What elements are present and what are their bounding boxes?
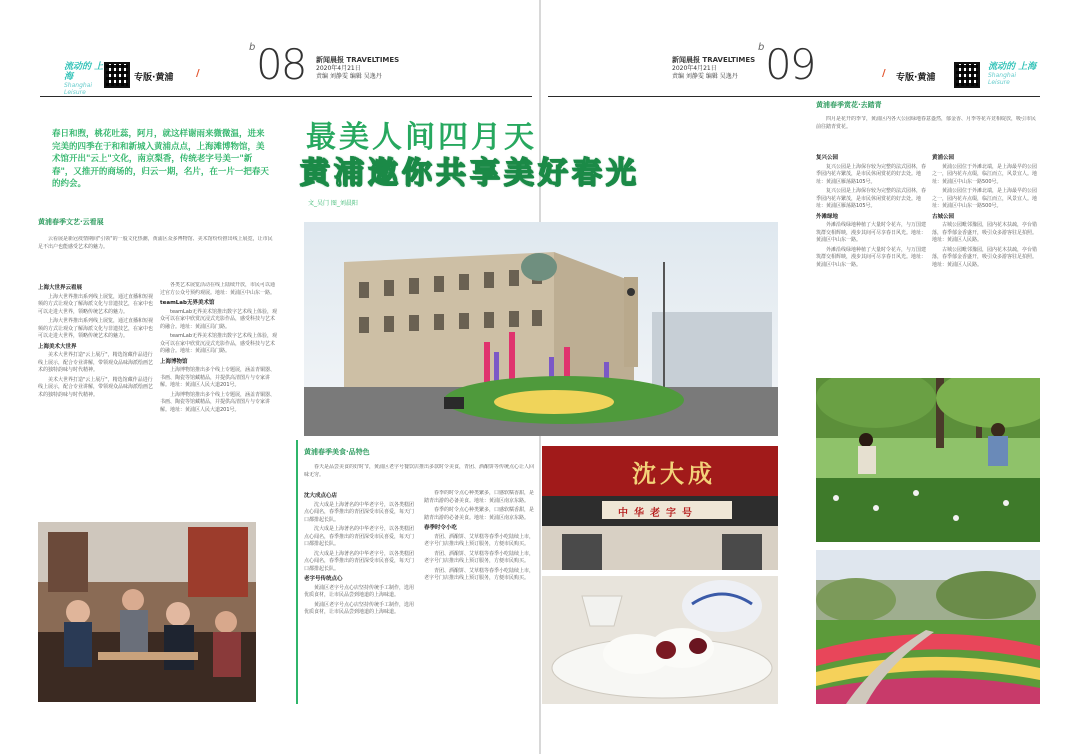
masthead-editors: 责编 刘静雯 编辑 吴逸丹 (316, 73, 382, 80)
cafe-scene (38, 522, 256, 702)
slash-mark: / (882, 68, 886, 79)
masthead-editors: 责编 刘静雯 编辑 吴逸丹 (672, 73, 738, 80)
bund-building-scene (304, 222, 778, 436)
food-column-2 (424, 490, 536, 704)
headline-line2: 黄浦邀你共享美好春光 (300, 156, 640, 191)
food-intro (304, 464, 536, 486)
page-number-right: 09 (765, 40, 815, 89)
masthead-right (672, 56, 762, 81)
food-section-rule (296, 440, 298, 704)
byline: 文_吴门 图_刘晨阳 (308, 200, 358, 207)
brand-logo-left (64, 62, 104, 96)
article-text: 黄浦区老字号点心店坚持传统手工制作，选用优质食材，让市民品尝到地道的上海味道。 (304, 584, 415, 598)
article-heading: teamLab无界美术馆 (160, 300, 215, 306)
article-heading: 春季时令小吃 (424, 525, 458, 531)
intro-text: 云看展是新冠疫情期间"引领"的一股文化热潮，黄浦区众多博物馆、美术馆纷纷推出线上展览，让市民足不出户也能感受艺术的魅力。 (38, 236, 273, 250)
article-text: 各类艺术展览活动在线上陆续开放，市民可以通过官方公众号预约观展。地址：黄浦区中山东一路。 (160, 282, 276, 296)
page-letter-right: b (758, 42, 765, 53)
shop-sign-photo (542, 446, 778, 570)
section-label-left: 专版·黄浦 (134, 73, 174, 83)
gardens-column-2 (932, 152, 1040, 364)
tulip-scene (816, 550, 1040, 704)
brand-logo-right (988, 62, 1038, 86)
exhibits-column-1 (38, 282, 156, 518)
article-heading: 古城公园 (932, 213, 955, 220)
article-text: 黄浦公园位于外滩北端，是上海最早的公园之一，园内花卉点缀，临江而立，风景宜人。地址：黄浦区中山东一路500号。 (932, 188, 1038, 209)
section-label-right: 专版·黄浦 (896, 73, 936, 83)
exhibits-column-2 (160, 282, 278, 518)
article-text: 青团、酒酿饼、艾草糕等春季小吃陆续上市，老字号门店推出线上预订服务，方便市民购买。 (424, 533, 535, 547)
article-text: 上海大世界推出系列线上展览，通过直播和短视频的方式让观众了解海派文化与非遗技艺，在家中也可以走进大世界，领略传统艺术的魅力。 (38, 318, 154, 339)
brand-title: 流动的 上海 (64, 62, 104, 82)
shop-subsign: 中华老字号 (618, 508, 698, 519)
article-text: 上海大世界推出系列线上展览，通过直播和短视频的方式让观众了解海派文化与非遗技艺，在家中也可以走进大世界，领略传统艺术的魅力。 (38, 293, 154, 315)
article-text: 上海博物馆推出多个线上专题展，涵盖青铜器、书画、陶瓷等馆藏精品，并提供高清图片与专家讲解。地址：黄浦区人民大道201号。 (160, 367, 276, 388)
article-text: 黄浦区老字号点心店坚持传统手工制作，选用优质食材，让市民品尝到地道的上海味道。 (304, 601, 415, 615)
article-text: 古城公园毗邻豫园，园内花木扶疏，亭台错落，春季郁金香盛开，吸引众多游客驻足拍照。地址：黄浦区人民路。 (932, 222, 1038, 243)
bund-building-photo (304, 222, 778, 436)
article-text: 复兴公园是上海保存较为完整的法式园林，春季园内花卉繁茂，是市民休闲赏花的好去处。地址：黄浦区雁荡路105号。 (816, 188, 926, 209)
header-rule-right (548, 96, 1040, 97)
slash-mark: / (196, 68, 200, 79)
gardens-intro (816, 116, 1040, 150)
masthead-title: 新闻晨报 TRAVELTIMES (672, 56, 756, 64)
article-text: 复兴公园是上海保存较为完整的法式园林，春季园内花卉繁茂，是市民休闲赏花的好去处。地址：黄浦区雁荡路105号。 (816, 163, 926, 185)
article-heading: 上海博物馆 (160, 358, 188, 365)
masthead-left (316, 56, 416, 81)
article-text: 上海博物馆推出多个线上专题展，涵盖青铜器、书画、陶瓷等馆藏精品，并提供高清图片与专家讲解。地址：黄浦区人民大道201号。 (160, 391, 276, 413)
masthead-title: 新闻晨报 TRAVELTIMES (316, 56, 400, 64)
article-text: 美术大世界打造"云上展厅"，精选馆藏作品进行线上展示，配合专业讲解，带领观众品味海派绘画艺术的独特韵味与时代精神。 (38, 376, 154, 398)
qr-code-icon (954, 62, 980, 88)
shop-name: 沈大成 (632, 459, 716, 488)
article-text: teamLab无界美术馆推出数字艺术线上体验，观众可以在家中欣赏沉浸式光影作品，感受科技与艺术的融合。地址：黄浦区局门路。 (160, 333, 277, 354)
food-intro-text: 春天是品尝美食的好时节，黄浦区老字号餐饮店推出多款时令美食，青团、酒酿饼等传统点心让人回味无穷。 (304, 464, 535, 478)
garden-scene (816, 378, 1040, 542)
section-heading-exhibits: 黄浦春季文艺·云看展 (38, 218, 104, 226)
headline-line1: 最美人间四月天 (306, 120, 537, 155)
flower-garden-photo (816, 378, 1040, 542)
section-heading-gardens: 黄浦春季赏花·去踏青 (816, 101, 882, 109)
page-number-left: 08 (256, 40, 306, 89)
article-text: 沈大成是上海著名的中华老字号，以各类糕团点心闻名，春季推出的青团深受市民喜爱，每天门口都排起长队。 (304, 501, 415, 523)
article-heading: 外滩绿地 (816, 213, 839, 220)
header-rule-left (40, 96, 532, 97)
qr-code-icon (104, 62, 130, 88)
article-text: 春季的时令点心种类繁多，口感软糯香甜，是踏青出游的必备美食。地址：黄浦区南京东路。 (424, 507, 535, 521)
article-heading: 沈大成点心店 (304, 493, 338, 499)
article-text: 春季的时令点心种类繁多，口感软糯香甜，是踏青出游的必备美食。地址：黄浦区南京东路。 (424, 490, 535, 504)
article-heading: 上海大世界云看展 (38, 285, 83, 291)
brand-title: 流动的 上海 (988, 62, 1037, 72)
article-text: 外滩沿线绿地种植了大量时令花卉，与万国建筑群交相辉映，漫步其间可尽享春日风光。地址：黄浦区中山东一路。 (816, 222, 926, 243)
article-heading: 黄浦公园 (932, 155, 955, 161)
article-text: 青团、酒酿饼、艾草糕等春季小吃陆续上市，老字号门店推出线上预订服务，方便市民购买。 (424, 567, 535, 581)
article-text: 外滩沿线绿地种植了大量时令花卉，与万国建筑群交相辉映，漫步其间可尽享春日风光。地址：黄浦区中山东一路。 (816, 246, 926, 268)
tulip-park-photo (816, 550, 1040, 704)
article-text: 美术大世界打造"云上展厅"，精选馆藏作品进行线上展示，配合专业讲解，带领观众品味海派绘画艺术的独特韵味与时代精神。 (38, 352, 154, 373)
article-text: 沈大成是上海著名的中华老字号，以各类糕团点心闻名，春季推出的青团深受市民喜爱，每天门口都排起长队。 (304, 550, 415, 572)
article-text: 古城公园毗邻豫园，园内花木扶疏，亭台错落，春季郁金香盛开，吸引众多游客驻足拍照。地址：黄浦区人民路。 (932, 246, 1038, 268)
brand-subtitle: Shanghai Leisure (64, 82, 93, 96)
lead-paragraph: 春日和煦，桃花吐蕊，阿月，就这样谢雨来微微温，进来完美的四季在于和和新城入黄浦点点，上海滩博物馆，美术馆开出"云上"文化，南京梨香，传统老字号美一"新春"，又推开的商场的，归云一期，名片，在一片一把春天的约会。 (52, 129, 269, 188)
gardens-intro-text: 四月是花开的季节，黄浦区内各大公园绿地春意盎然，郁金香、月季等花卉竞相绽放，吸引市民前往踏青赏花。 (816, 116, 1037, 130)
dessert-scene (542, 576, 778, 704)
dessert-photo (542, 576, 778, 704)
page-letter-left: b (249, 42, 256, 53)
cafe-photo (38, 522, 256, 702)
article-text: teamLab无界美术馆推出数字艺术线上体验，观众可以在家中欣赏沉浸式光影作品，感受科技与艺术的融合。地址：黄浦区局门路。 (160, 308, 277, 330)
section-heading-food: 黄浦春季美食·品特色 (304, 448, 370, 456)
gardens-column-1 (816, 152, 926, 364)
masthead-date: 2020年4月21日 (672, 65, 717, 72)
article-heading: 上海美术大世界 (38, 343, 77, 350)
article-text: 沈大成是上海著名的中华老字号，以各类糕团点心闻名，春季推出的青团深受市民喜爱，每天门口都排起长队。 (304, 526, 415, 547)
food-column-1 (304, 490, 418, 704)
brand-subtitle: Shanghai Leisure (988, 72, 1017, 86)
article-text: 青团、酒酿饼、艾草糕等春季小吃陆续上市，老字号门店推出线上预订服务，方便市民购买。 (424, 550, 535, 564)
section-intro-exhibits (38, 236, 276, 276)
masthead-date: 2020年4月21日 (316, 65, 361, 72)
article-text: 黄浦公园位于外滩北端，是上海最早的公园之一，园内花卉点缀，临江而立，风景宜人。地址：黄浦区中山东一路500号。 (932, 163, 1038, 185)
article-heading: 老字号传统点心 (304, 576, 343, 582)
article-heading: 复兴公园 (816, 155, 839, 161)
